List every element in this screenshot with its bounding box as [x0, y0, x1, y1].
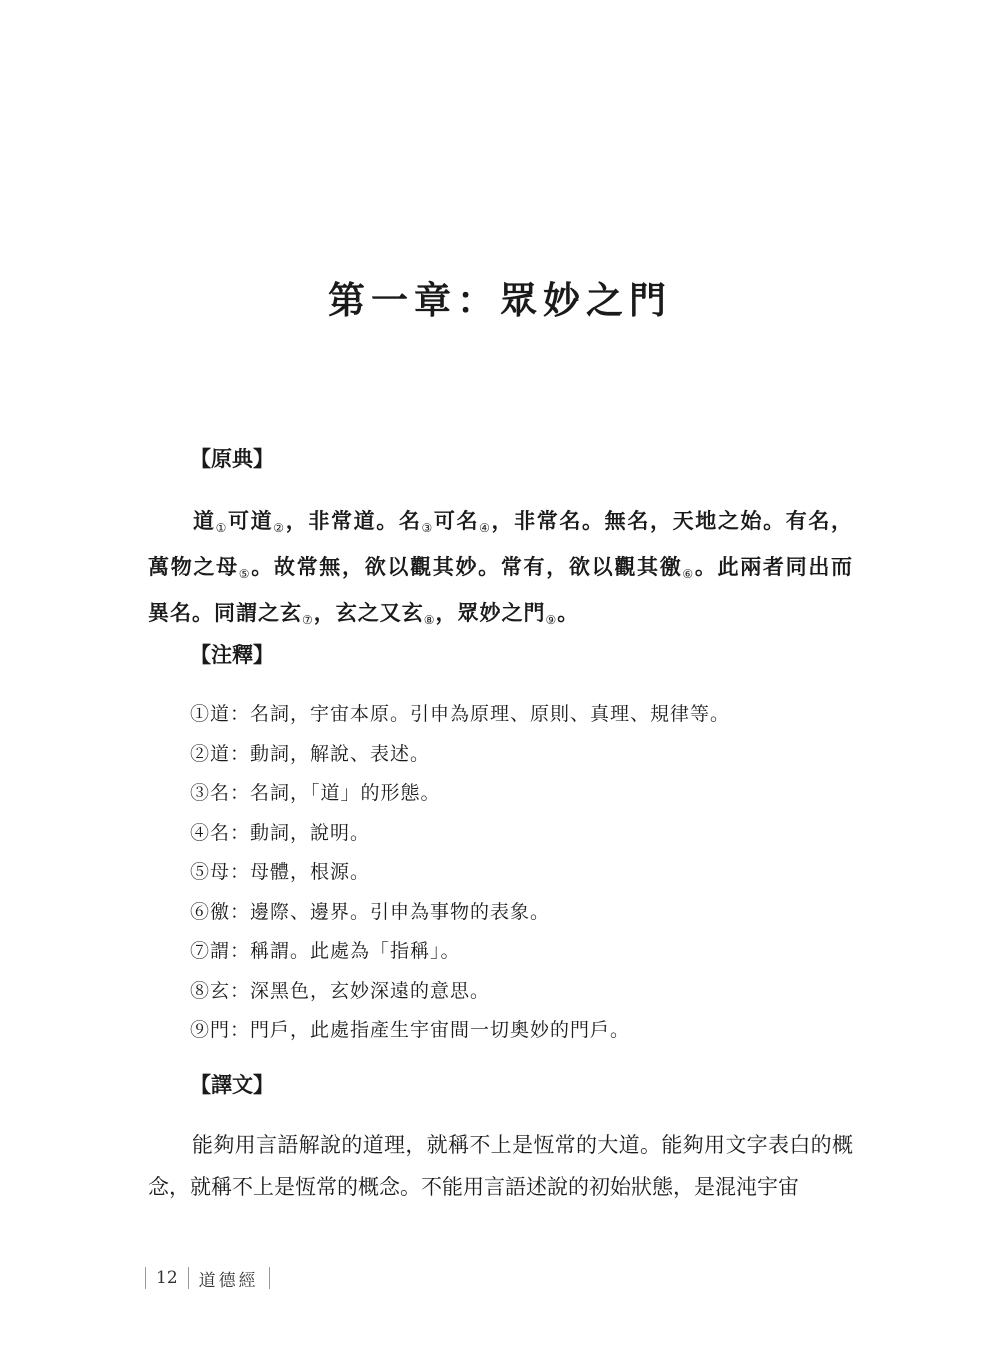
footnote-marker: ⑥: [682, 567, 695, 581]
page-footer: [145, 1264, 270, 1292]
footnote-marker: ①: [215, 521, 229, 535]
original-text-segment: ，玄之又玄: [313, 600, 424, 625]
book-title: 道德經: [198, 1270, 259, 1291]
note-item: ⑦謂：稱謂。此處為「指稱」。: [190, 940, 461, 962]
note-item: ⑤母：母體，根源。: [190, 861, 371, 883]
footnote-marker: ⑤: [238, 567, 252, 581]
original-text-segment: 。故常無，欲以觀其妙。常有，欲以觀其徼: [251, 554, 683, 579]
note-item: ③名：名詞，「道」的形態。: [190, 782, 441, 804]
footnote-marker: ②: [273, 521, 286, 535]
note-item: ⑨門：門戶，此處指產生宇宙間一切奧妙的門戶。: [190, 1019, 631, 1041]
section-heading-translation: 【譯文】: [190, 1073, 274, 1097]
note-item: ⑥徼：邊際、邊界。引申為事物的表象。: [190, 900, 551, 923]
footnote-marker: ⑨: [545, 613, 558, 627]
original-text-segment: 。: [557, 600, 580, 625]
page-number: 12: [156, 1268, 178, 1288]
footnote-marker: ④: [479, 521, 492, 535]
original-text-segment: 可道: [228, 508, 274, 533]
original-text-segment: ，眾妙之門: [435, 600, 546, 625]
footer-divider: [269, 1267, 270, 1289]
note-item: ②道：動詞，解說、表述。: [190, 742, 431, 765]
original-text-segment: ，非常道。名: [285, 508, 422, 533]
section-heading-notes: 【注釋】: [190, 643, 274, 667]
original-text-segment: 道: [193, 508, 216, 533]
footnote-marker: ⑧: [423, 613, 436, 627]
original-text-segment: 。此兩者同出而異名。同謂之玄: [148, 554, 854, 625]
note-item: ①道：名詞，宇宙本原。引申為原理、原則、真理、規律等。: [190, 703, 731, 725]
note-item: ④名：動詞，說明。: [190, 821, 371, 844]
original-text: [148, 498, 853, 636]
chapter-title: 第一章：眾妙之門: [328, 278, 672, 322]
notes-list: [190, 695, 730, 1051]
section-heading-original: 【原典】: [190, 447, 274, 471]
translation-text: 能夠用言語解說的道理，就稱不上是恆常的大道。能夠用文字表白的概念，就稱不上是恆常的概念。不能用言語述說的初始狀態，是混沌宇宙: [148, 1133, 853, 1199]
original-text-segment: 可名: [433, 508, 480, 533]
footnote-marker: ⑦: [302, 613, 314, 627]
original-text-segment: ，非常名。無名，天地之始。有名，萬物之母: [148, 508, 853, 579]
note-item: ⑧玄：深黑色，玄妙深遠的意思。: [190, 979, 491, 1002]
footnote-marker: ③: [421, 521, 434, 535]
